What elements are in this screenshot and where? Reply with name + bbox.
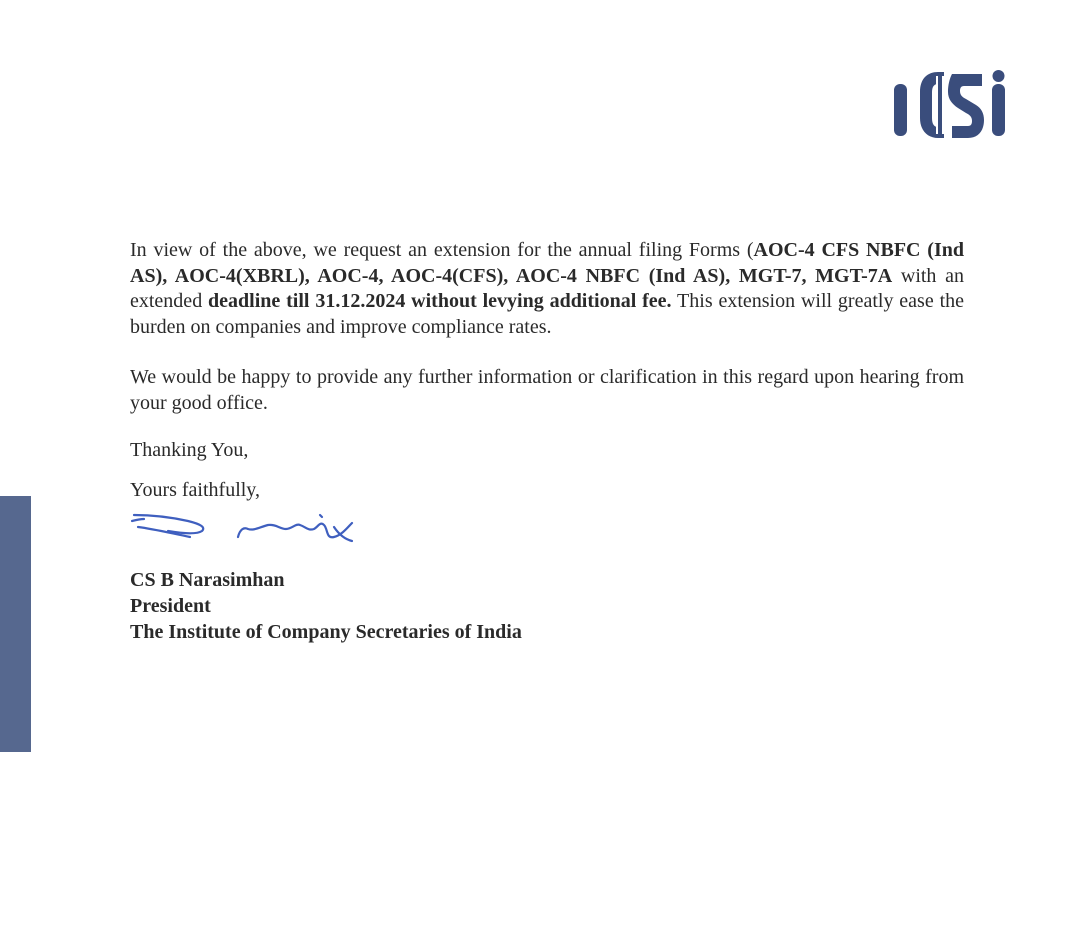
offer-paragraph: We would be happy to provide any further information or clarification in this regard upon hearing from your good office. [130,366,964,414]
form-list: AOC-4 CFS NBFC (Ind AS), AOC-4(XBRL), AOC-4, AOC-4(CFS), AOC-4 NBFC (Ind AS), MGT-7, MGT-7A [130,239,964,287]
request-paragraph [130,238,964,340]
signatory-name: CS B Narasimhan [130,569,285,591]
icsi-logo [892,68,1022,140]
signatory-title: President [130,595,211,617]
signatory-organization: The Institute of Company Secretaries of India [130,621,522,643]
request-text-intro: In view of the above, we request an extension for the annual filing Forms ( [130,239,754,261]
signature-image [130,507,380,547]
valediction-line: Yours faithfully, [130,478,261,501]
closing-line: Thanking You, [130,439,249,461]
request-text-middle: with an extended [130,264,964,312]
letter-body [130,238,964,645]
request-text-end: This extension will greatly ease the burden on companies and improve compliance rates. [130,290,965,338]
side-margin-bar [0,496,31,752]
deadline-text: deadline till 31.12.2024 without levying additional fee. [208,290,672,312]
signatory-block [130,567,964,645]
